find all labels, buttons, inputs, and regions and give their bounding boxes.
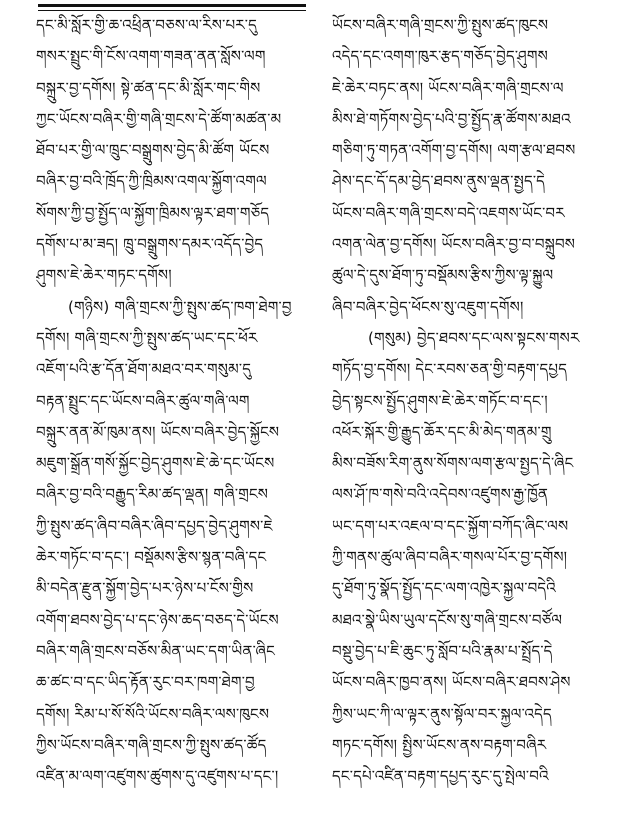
text-line: བྱེད་སྟངས་སྤྱོད་ཤུགས་ཇེ་ཆེར་གཏོང་བ་དང་།	[332, 391, 548, 410]
text-line: གཅིག་ཏུ་གཏན་འགོག་བྱ་དགོས། ལག་རྩལ་ཐབས	[332, 141, 576, 160]
text-line: ཆེར་གཏོང་བ་དང་། བསྡོམས་རྩིས་སྙན་བཞི་དང	[36, 548, 267, 567]
text-line: བཞིར་བྱ་བའི་བརྒྱུད་རིམ་ཚད་ལྡན། གཞི་གྲངས	[36, 485, 269, 504]
text-line: མིས་ཐེ་གཏོགས་བྱེད་པའི་བྱ་སྤྱོད་རྣ་ཚོགས་མཐའ	[332, 109, 571, 128]
text-line: འཇོག་པའི་རྩ་དོན་ཐོག་མཐའ་བར་གསུམ་དུ	[36, 360, 252, 379]
text-line: གཏང་དགོས། སྤྱིས་ཡོངས་ནས་བརྟག་བཞིར	[332, 735, 547, 754]
text-line: ཡང་དག་པར་འཇལ་བ་དང་སྐྱོག་བཀོད་ཞིང་ལས	[332, 516, 569, 535]
text-line: ཆ་ཚང་བ་དང་ཡིད་རྟོན་རུང་བར་ཁག་ཐེག་བྱ	[36, 673, 255, 692]
text-line: ཤེས་དང་དོ་དམ་བྱེད་ཐབས་ནུས་ལྡན་སྤྱད་དེ	[332, 172, 546, 191]
text-line: དང་དཔེ་འཛིན་བརྟག་དཔྱད་རུང་དུ་སྤེལ་བའི	[332, 767, 549, 786]
text-line: ཀྱིས་ཡང་ཀི་ལ་ལྟར་ནུས་སྟོལ་བར་སྐྱལ་འདེད	[332, 704, 552, 723]
section-heading-2: (གཉིས) གཞི་གྲངས་ཀྱི་སྤུས་ཚད་ཁག་ཐེག་བྱ	[68, 297, 292, 316]
text-line: དང་མི་སློར་གྱི་ཆ་འཕྲིན་བཅས་ལ་རིས་པར་དུ	[36, 16, 258, 34]
text-line: མཐའ་སྣེ་ཡིས་ཡུལ་དངོས་སུ་གཞི་གྲངས་བཙོལ	[332, 610, 563, 629]
text-line: དགོས་པ་མ་ཟད། ཁྲུ་བསྒྲུགས་དམར་འདོད་བྱེད	[36, 235, 264, 254]
text-line: དགོས། རིམ་པ་སོ་སོའི་ཡོངས་བཞིར་ལས་ཁུངས	[36, 704, 270, 723]
text-line: འདེད་དང་འགག་ཁུར་རྩད་གཅོད་བྱེད་ཤུགས	[332, 47, 548, 66]
text-line: ཀྱིས་ཡོངས་བཞིར་གཞི་གྲངས་ཀྱི་སྤུས་ཚད་ཚོད	[36, 735, 267, 754]
section-heading-3: (གསུམ) བྱེད་ཐབས་དང་ལས་སྟངས་གསར	[368, 328, 580, 347]
text-line: བཞིར་བྱ་བའི་ཁྲོད་ཀྱི་ཁྲིམས་འགལ་སྐྱོག་འགལ	[36, 172, 267, 191]
text-line: ཀྱང་ཡོངས་བཞིར་གྱི་གཞི་གྲངས་དེ་ཚོག་མཚན་མ	[36, 109, 282, 128]
right-column	[332, 10, 618, 792]
header-rule-thick	[38, 4, 306, 7]
left-column	[36, 10, 322, 792]
text-line: ཤུགས་ཇེ་ཆེར་གཏང་དགོས།	[36, 266, 172, 285]
text-line: བསྐྲུར་བྱ་དགོས། སྟེ་ཚན་དང་མི་སློར་གང་གིས	[36, 78, 261, 97]
text-line: མི་བདེན་རྫུན་སྐྱོག་བྱེད་པར་ཉེས་པ་ངོས་གྱིས	[36, 579, 254, 598]
text-line: ཚུལ་དེ་དུས་ཐོག་ཏུ་བསྡོམས་རྩིས་ཀྱིས་ལྟ་སྐྱུལ	[332, 266, 554, 285]
text-line: འཕོར་སྐོར་གྱི་རྒྱུད་ཆོར་དང་མི་མེད་གནམ་གྲུ	[332, 422, 552, 441]
text-line: ཡོངས་བཞིར་གཞི་གྲངས་བདེ་འཇགས་ཡོང་བར	[332, 203, 565, 222]
text-line: ཀྱི་གནས་ཚུལ་ཞིབ་བཞིར་གསལ་པོར་བྱ་དགོས།	[332, 548, 568, 567]
text-line: གསར་སྤྲུང་གི་ངོས་འགག་གཟན་ནན་སློས་ལག	[36, 47, 266, 66]
text-line: ཐོབ་པར་གྱི་ལ་ཁྲུང་བསྒྲུགས་བྱེད་མི་ཚོག ཡོངས	[36, 141, 270, 160]
text-line: མིས་བཟོས་རིག་ནུས་སོགས་ལག་རྩལ་སྤྱད་དེ་ཞིང	[332, 454, 574, 473]
text-line: འགོག་ཐབས་བྱེད་པ་དང་ཉེས་ཆད་བཅད་དེ་ཡོངས	[36, 610, 279, 629]
text-line: སོགས་ཀྱི་བྱ་སྤྱོད་ལ་སྐྱོག་ཁྲིམས་ལྟར་ཐག་གཅོད	[36, 203, 270, 222]
text-line: དགོས། གཞི་གྲངས་ཀྱི་སྤུས་ཚད་ཡང་དང་ཕོར	[36, 328, 258, 347]
text-line: བརྟན་སྤྲུང་དང་ཡོངས་བཞིར་ཚུལ་གཞི་ལག	[36, 391, 250, 410]
text-line: ཀྱི་སྤུས་ཚད་ཞིབ་བཞིར་ཞིབ་དཔྱད་བྱེད་ཤུགས་ཇེ	[36, 516, 273, 535]
text-line: བཞིར་གཞི་གྲངས་བཅོས་མིན་ཡང་དག་ཡིན་ཞིང	[36, 641, 276, 660]
text-line: ཡོངས་བཞིར་གཞི་གྲངས་ཀྱི་སྤུས་ཚད་ཁུངས	[332, 16, 549, 34]
text-line: མཇུག་སྒྲོན་གསོ་སྐྱོང་བྱེད་ཤུགས་ཇེ་ཆེ་དང་ཡོངས	[36, 454, 275, 473]
text-line: ཞིབ་བཞིར་བྱེད་ཕོངས་སུ་འཇུག་དགོས།	[332, 297, 524, 316]
text-line: བསྐྲུར་ནན་མོ་ཁུམ་ནས། ཡོངས་བཞིར་བྱེད་སྐྱོངས	[36, 422, 280, 441]
text-line: ཡོངས་བཞིར་ཁྱབ་ནས། ཡོངས་བཞིར་ཐབས་ཤེས	[332, 673, 571, 692]
text-line: ཇེ་ཆེར་བཏང་ནས། ཡོངས་བཞིར་གཞི་གྲངས་ལ	[332, 78, 564, 97]
text-line: བསྡུ་བྱེད་པ་ཇི་ཆུང་ཏུ་སློབ་པའི་རྣམ་པ་སྤྲོད་དེ	[332, 641, 553, 660]
text-line: གཏོད་བྱ་དགོས། དེང་རབས་ཅན་གྱི་བརྟག་དཔྱད	[332, 360, 568, 379]
text-line: འཛིན་མ་ལག་འཛུགས་ཚུགས་དུ་འཛུགས་པ་དང་།	[36, 767, 279, 786]
text-line: དུ་ཐོག་ཏུ་སྣོད་སྤྱོད་དང་ལག་འཁྱེར་སྐྱལ་བདེའི	[332, 579, 556, 598]
text-line: འགན་ལེན་བྱ་དགོས། ཡོངས་བཞིར་བྱ་བ་བསྐྲུབས	[332, 235, 576, 254]
text-line: ལས་ཤོ་ཁ་གསེ་བའི་འདེབས་འཛུགས་རྒྱ་ཁྱོན	[332, 485, 549, 504]
